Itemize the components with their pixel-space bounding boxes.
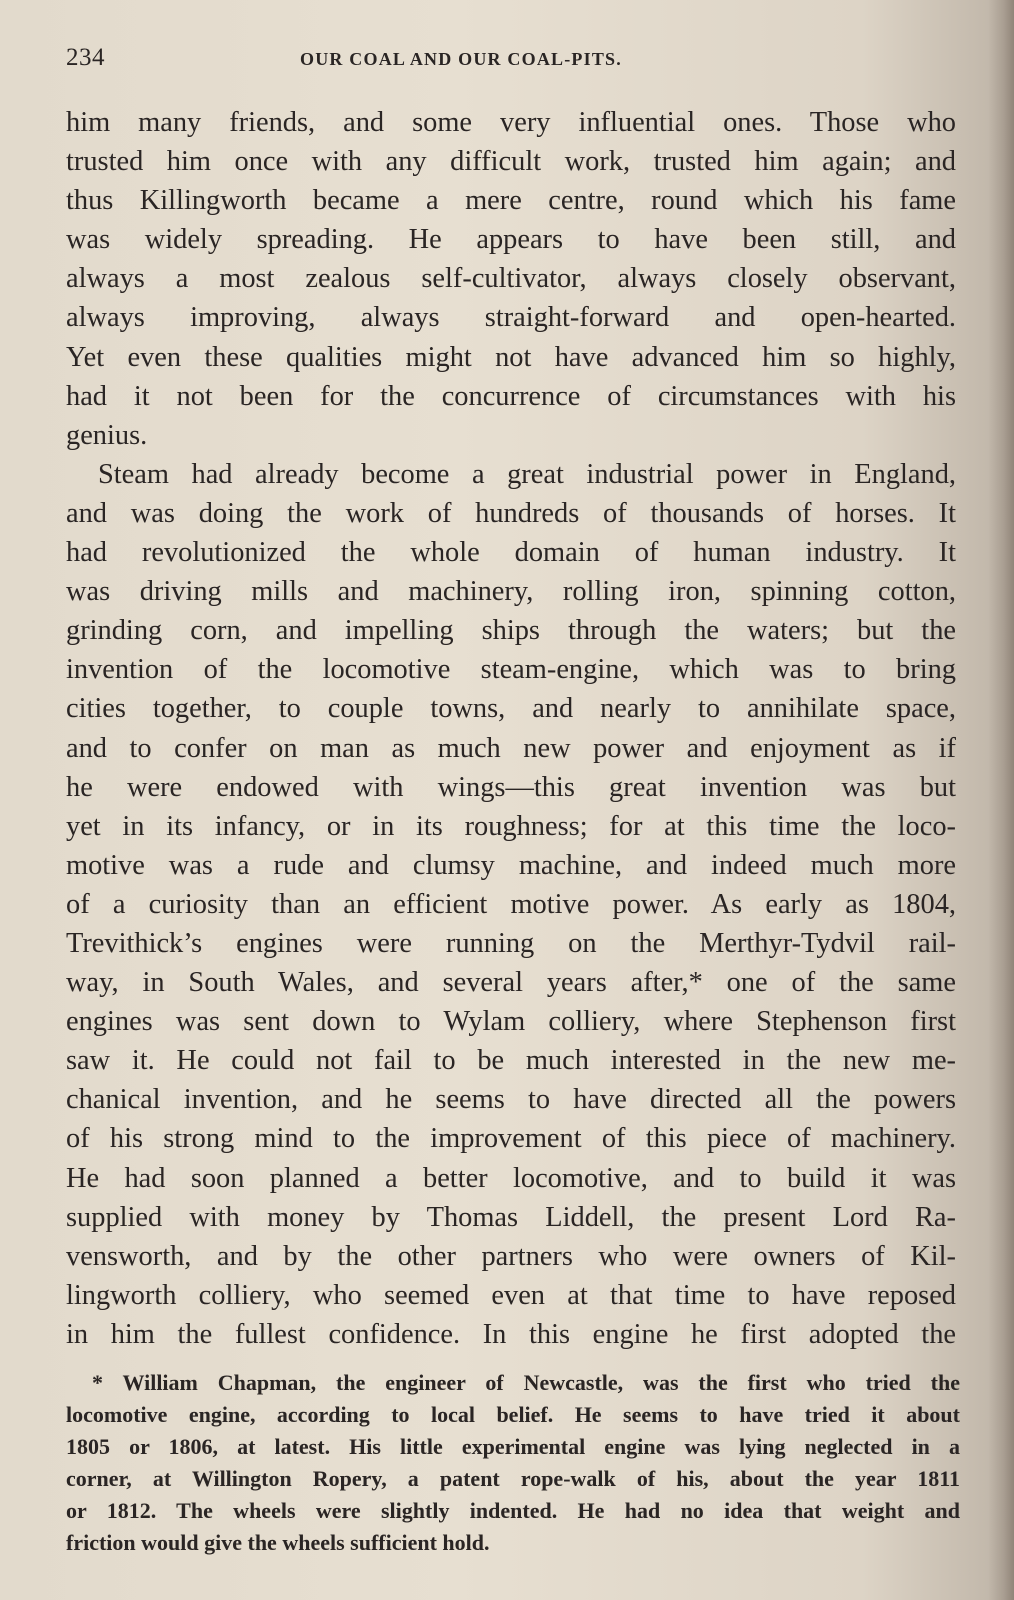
text-line: was driving mills and machinery, rolling iron, spinning cotton, bbox=[66, 576, 956, 608]
text-line: Steam had already become a great industrial power in England, bbox=[98, 458, 956, 490]
text-line: lingworth colliery, who seemed even at that time to have reposed bbox=[66, 1279, 956, 1311]
footnote-line: corner, at Willington Ropery, a patent rope-walk of his, about the year 1811 bbox=[66, 1466, 960, 1491]
text-line: of his strong mind to the improvement of this piece of machinery. bbox=[66, 1123, 956, 1155]
text-line: and to confer on man as much new power and enjoyment as if bbox=[66, 732, 956, 764]
footnote-line: 1805 or 1806, at latest. His little experimental engine was lying neglected in a bbox=[66, 1434, 960, 1459]
page-number: 234 bbox=[66, 44, 105, 71]
text-line: chanical invention, and he seems to have directed all the powers bbox=[66, 1084, 956, 1116]
text-line: he were endowed with wings—this great invention was but bbox=[66, 771, 956, 803]
footnote-line: * William Chapman, the engineer of Newcastle, was the first who tried the bbox=[92, 1370, 960, 1395]
text-line: supplied with money by Thomas Liddell, the present Lord Ra- bbox=[66, 1201, 956, 1233]
text-line: motive was a rude and clumsy machine, and indeed much more bbox=[66, 849, 956, 881]
running-head bbox=[66, 44, 952, 76]
text-line: saw it. He could not fail to be much interested in the new me- bbox=[66, 1045, 956, 1077]
text-line: vensworth, and by the other partners who were owners of Kil- bbox=[66, 1240, 956, 1272]
text-line: of a curiosity than an efficient motive power. As early as 1804, bbox=[66, 888, 956, 920]
text-line: yet in its infancy, or in its roughness; for at this time the loco- bbox=[66, 810, 956, 842]
text-line: always a most zealous self-cultivator, always closely observant, bbox=[66, 263, 956, 295]
text-line: him many friends, and some very influential ones. Those who bbox=[66, 107, 956, 138]
text-line: way, in South Wales, and several years after,* one of the same bbox=[66, 967, 956, 999]
footnote-line: friction would give the wheels sufficient hold. bbox=[66, 1530, 490, 1555]
main-text bbox=[66, 103, 956, 1354]
text-line: had revolutionized the whole domain of human industry. It bbox=[66, 537, 956, 569]
text-line: thus Killingworth became a mere centre, round which his fame bbox=[66, 185, 956, 217]
paragraph-2 bbox=[66, 455, 956, 1354]
text-line: in him the fullest confidence. In this engine he first adopted the bbox=[66, 1318, 956, 1350]
running-title: OUR COAL AND OUR COAL-PITS. bbox=[300, 49, 622, 69]
footnote bbox=[66, 1367, 960, 1559]
page-edge-shadow bbox=[988, 0, 1014, 1600]
text-line: was widely spreading. He appears to have been still, and bbox=[66, 224, 956, 256]
paragraph-1 bbox=[66, 103, 956, 455]
text-line: grinding corn, and impelling ships through the waters; but the bbox=[66, 615, 956, 647]
text-line: invention of the locomotive steam-engine, which was to bring bbox=[66, 654, 956, 686]
text-line: Yet even these qualities might not have advanced him so highly, bbox=[66, 341, 956, 373]
text-line: genius. bbox=[66, 419, 148, 451]
text-line: cities together, to couple towns, and nearly to annihilate space, bbox=[66, 693, 956, 725]
text-line: He had soon planned a better locomotive, and to build it was bbox=[66, 1162, 956, 1194]
text-line: Trevithick’s engines were running on the Merthyr-Tydvil rail- bbox=[66, 927, 956, 959]
text-line: engines was sent down to Wylam colliery, where Stephenson first bbox=[66, 1006, 956, 1038]
footnote-line: locomotive engine, according to local belief. He seems to have tried it about bbox=[66, 1402, 960, 1427]
text-line: and was doing the work of hundreds of thousands of horses. It bbox=[66, 497, 956, 529]
footnote-line: or 1812. The wheels were slightly indented. He had no idea that weight and bbox=[66, 1498, 960, 1523]
text-line: always improving, always straight-forward and open-hearted. bbox=[66, 302, 956, 334]
text-line: had it not been for the concurrence of circumstances with his bbox=[66, 380, 956, 412]
text-line: trusted him once with any difficult work, trusted him again; and bbox=[66, 146, 956, 178]
